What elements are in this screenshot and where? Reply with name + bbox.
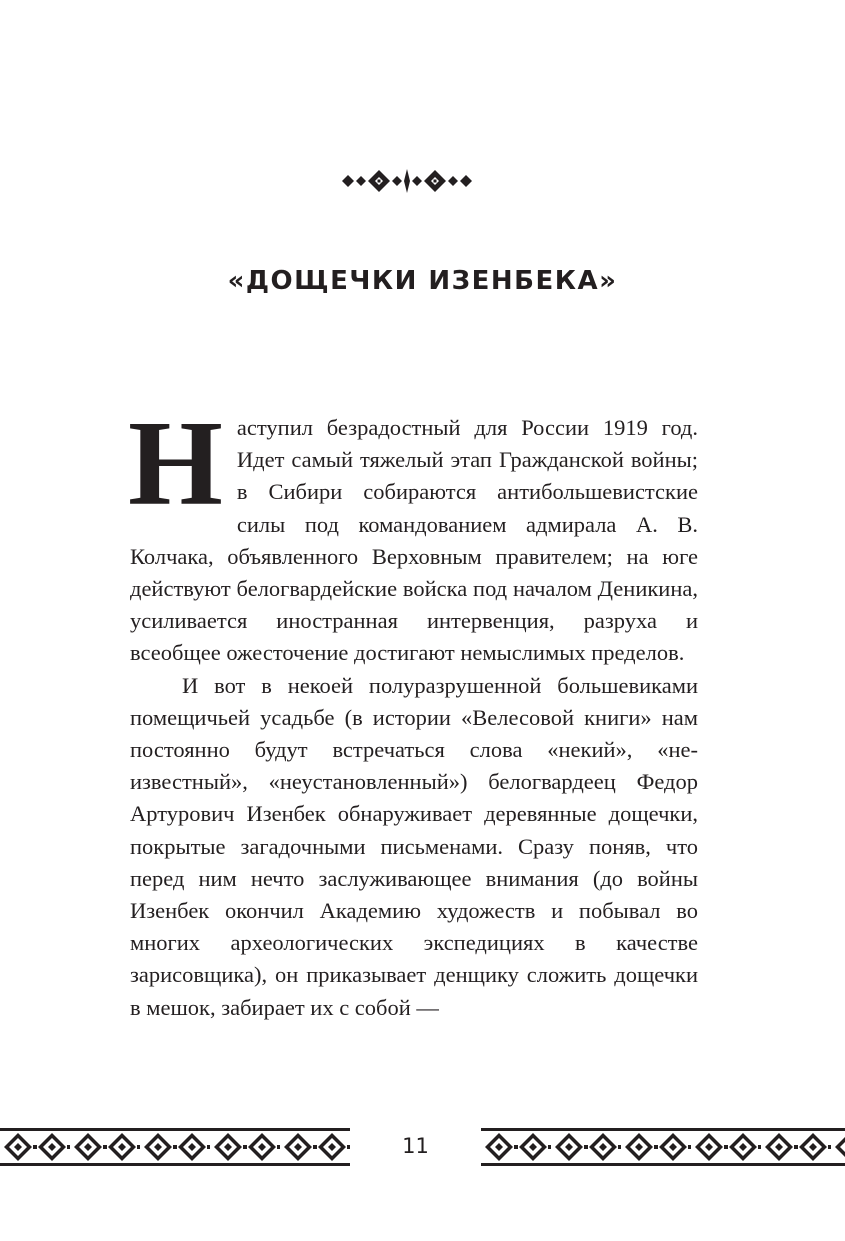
body-text (128, 396, 698, 1024)
chapter-title: «ДОЩЕЧКИ ИЗЕНБЕКА» (227, 266, 618, 296)
ornament-band-left-icon (0, 1128, 350, 1166)
paragraph (128, 396, 698, 670)
ornament-divider-icon (342, 164, 472, 198)
paragraph-text: аступил безрадостный для России 1919 год. Идет самый тяжелый этап Гражданской войны; в Сибири собираются антибольшевистские силы под командованием адмирала А. В. Колчака, объявленного Верховным правителем; на юге действуют белогвардейские войска под началом Деникина, усиливается иностранная интервенция, разруха и всеобщее ожесточение достигают немыслимых пределов. (130, 415, 698, 666)
ornament-band-right-icon (481, 1128, 845, 1166)
paragraph: И вот в некоей полуразрушенной большевиками помещичьей усадьбе (в истории «Велесовой книги» нам постоянно будут встречаться слова «некий», «неизвестный», «неустановленный») белогвардеец Федор Артурович Изенбек обнаруживает деревянные дощечки, покрытые загадочными письменами. Сразу поняв, что перед ним нечто заслуживающее внимания (до войны Изенбек окончил Академию художеств и побывал во многих археологических экспедициях в качестве зарисовщика), он приказывает денщику сложить дощечки в мешок, забирает их с собой — (130, 672, 698, 1020)
drop-cap: Н (128, 396, 223, 531)
page-number: 11 (402, 1134, 429, 1158)
